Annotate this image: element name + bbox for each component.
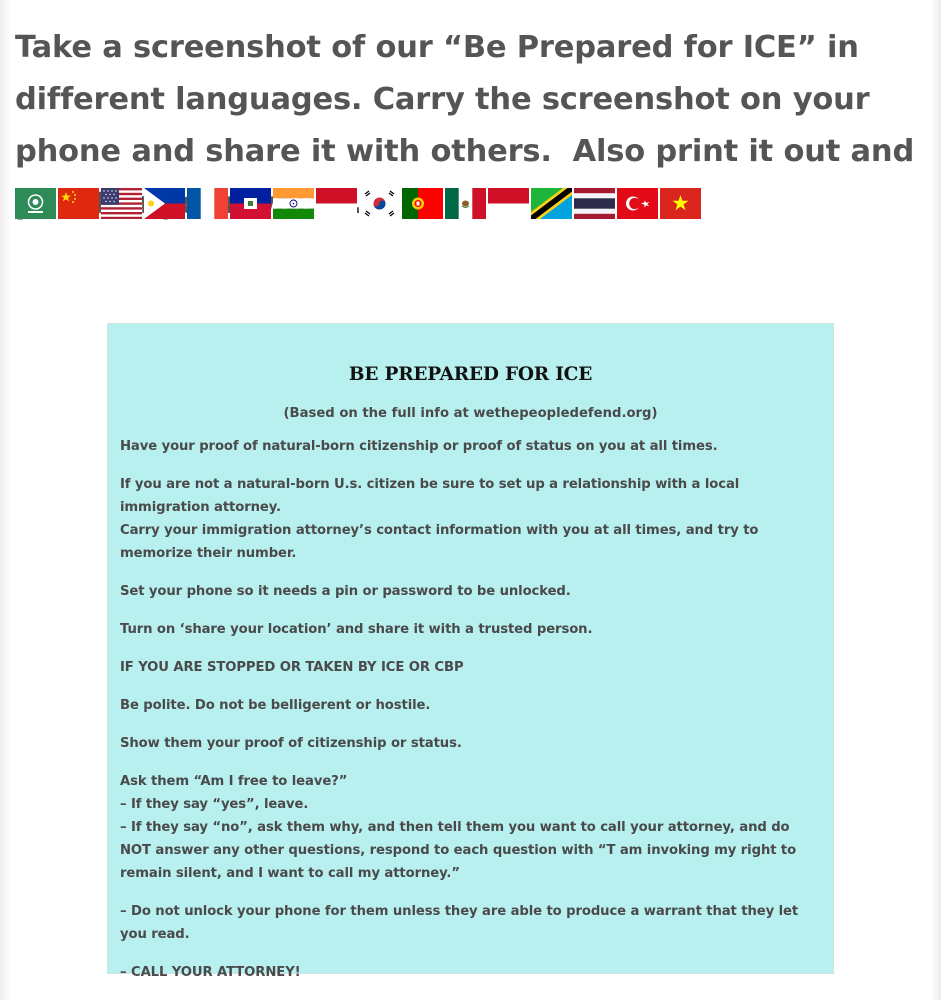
turkey-flag[interactable] xyxy=(617,188,658,219)
tip-ask-free-group xyxy=(120,770,821,885)
thailand-flag[interactable] xyxy=(574,188,615,219)
tip-if-yes: – If they say “yes”, leave. xyxy=(120,797,309,812)
headline: Take a screenshot of our “Be Prepared for ICE” in different languages. Carry the screenshot on your phone and share it with others. Also print it out and xyxy=(15,30,915,169)
card-title: BE PREPARED FOR ICE xyxy=(348,364,593,385)
tip-attorney-relationship: If you are not a natural-born U.s. citizen be sure to set up a relationship with a local immigration attorney. xyxy=(120,477,740,515)
tip-be-polite: Be polite. Do not be belligerent or hostile. xyxy=(120,698,431,713)
section-heading-stopped: IF YOU ARE STOPPED OR TAKEN BY ICE OR CBP xyxy=(120,660,464,675)
language-flags xyxy=(15,188,701,219)
portugal-flag[interactable] xyxy=(402,188,443,219)
tip-dont-unlock-phone: – Do not unlock your phone for them unless they are able to produce a warrant that they let you read. xyxy=(120,904,799,942)
haiti-flag[interactable] xyxy=(230,188,271,219)
arab-league-flag[interactable] xyxy=(15,188,56,219)
page-edge-right xyxy=(931,0,941,1000)
tanzania-flag[interactable] xyxy=(531,188,572,219)
india-flag[interactable] xyxy=(273,188,314,219)
tip-call-attorney: – CALL YOUR ATTORNEY! xyxy=(120,965,301,980)
tip-if-no: – If they say “no”, ask them why, and then tell them you want to call your attorney, and do NOT answer any other questions, respond to each question with “T am invoking my right to remain silent, and I want to call my attorney.” xyxy=(120,820,797,881)
vietnam-flag[interactable] xyxy=(660,188,701,219)
tip-attorney-group xyxy=(120,473,821,565)
china-flag[interactable] xyxy=(58,188,99,219)
ice-info-card xyxy=(107,323,834,980)
tip-phone-lock: Set your phone so it needs a pin or password to be unlocked. xyxy=(120,584,571,599)
card-subtitle: (Based on the full info at wethepeopledefend.org) xyxy=(283,406,658,421)
france-flag[interactable] xyxy=(187,188,228,219)
indonesia-flag-2[interactable] xyxy=(488,188,529,219)
tip-attorney-contact: Carry your immigration attorney’s contact information with you at all times, and try to memorize their number. xyxy=(120,523,759,561)
mexico-flag[interactable] xyxy=(445,188,486,219)
south-korea-flag[interactable] xyxy=(359,188,400,219)
tip-proof-of-status: Have your proof of natural-born citizenship or proof of status on you at all times. xyxy=(120,439,718,454)
tip-show-proof: Show them your proof of citizenship or status. xyxy=(120,736,462,751)
tip-share-location: Turn on ‘share your location’ and share it with a trusted person. xyxy=(120,622,593,637)
indonesia-flag[interactable] xyxy=(316,188,357,219)
page-edge-left xyxy=(0,0,10,1000)
philippines-flag[interactable] xyxy=(144,188,185,219)
usa-flag[interactable] xyxy=(101,188,142,219)
tip-ask-free: Ask them “Am I free to leave?” xyxy=(120,774,348,789)
